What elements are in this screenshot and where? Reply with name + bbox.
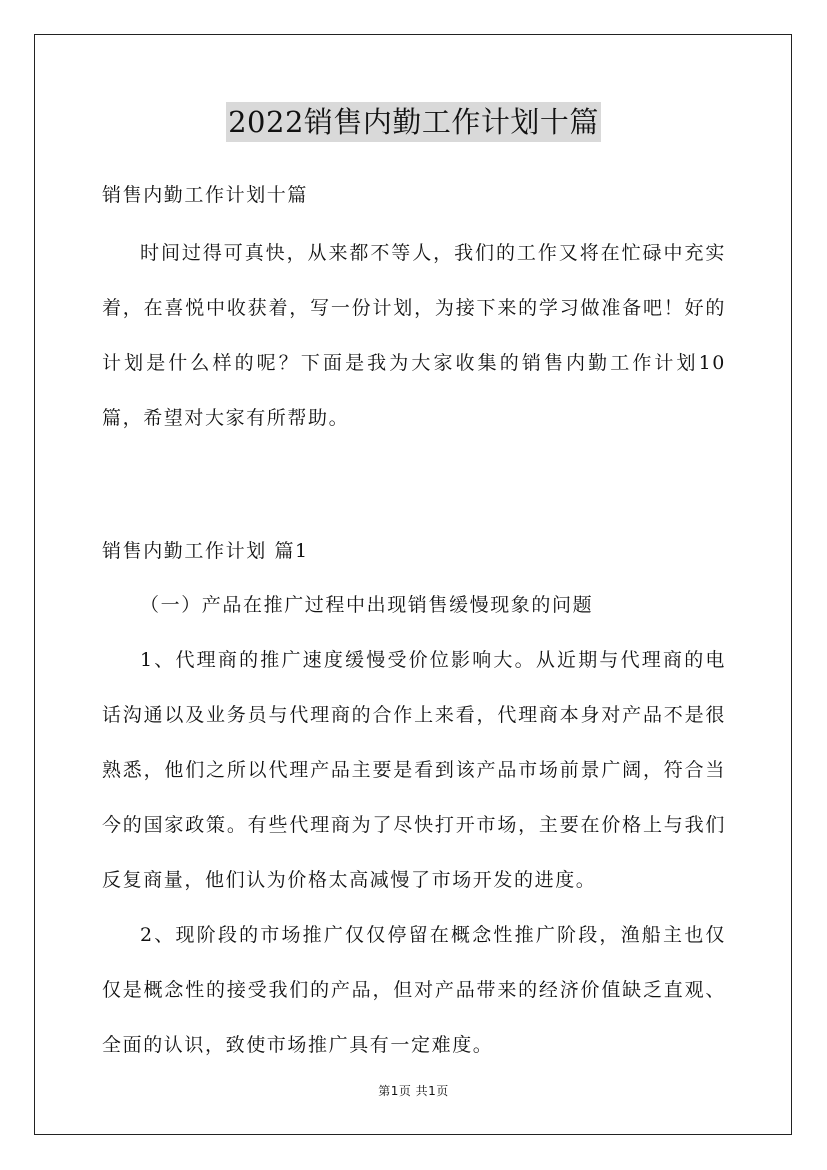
title-area — [0, 102, 827, 142]
document-title: 2022销售内勤工作计划十篇 — [226, 102, 601, 142]
document-body — [102, 176, 726, 1073]
section-heading: 销售内勤工作计划 篇1 — [102, 540, 309, 562]
item-paragraph-1: 1、代理商的推广速度缓慢受价位影响大。从近期与代理商的电话沟通以及业务员与代理商的合作上来看，代理商本身对产品不是很熟悉，他们之所以代理产品主要是看到该产品市场前景广阔，符合当今的国家政策。有些代理商为了尽快打开市场，主要在价格上与我们反复商量，他们认为价格太高减慢了市场开发的进度。 — [102, 649, 726, 891]
section-gap — [102, 446, 726, 532]
item-paragraph-2: 2、现阶段的市场推广仅仅停留在概念性推广阶段，渔船主也仅仅是概念性的接受我们的产品，但对产品带来的经济价值缺乏直观、全面的认识，致使市场推广具有一定难度。 — [102, 924, 726, 1056]
section-subheading: （一）产品在推广过程中出现销售缓慢现象的问题 — [140, 594, 594, 616]
page-footer: 第1页 共1页 — [378, 1084, 449, 1098]
subtitle: 销售内勤工作计划十篇 — [102, 184, 309, 206]
intro-paragraph: 时间过得可真快，从来都不等人，我们的工作又将在忙碌中充实着，在喜悦中收获着，写一份计划，为接下来的学习做准备吧！好的计划是什么样的呢？下面是我为大家收集的销售内勤工作计划10篇，希望对大家有所帮助。 — [102, 242, 726, 429]
